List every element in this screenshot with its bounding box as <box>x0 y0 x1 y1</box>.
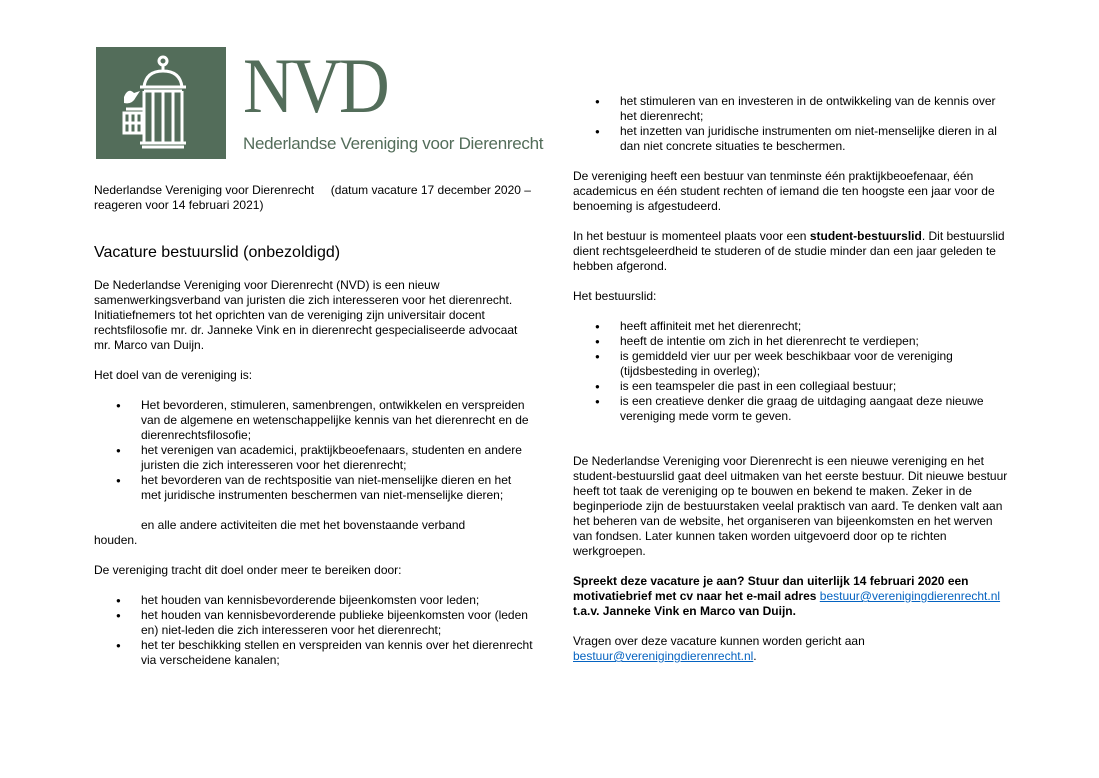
list-item: ● het stimuleren van en investeren in de ontwikkeling van de kennis over het dierenrecht; <box>573 94 1013 124</box>
logo-letters: NVD <box>243 42 387 129</box>
list-item: ● heeft de intentie om zich in het dierenrecht te verdiepen; <box>573 334 1013 349</box>
list-item: ● is een teamspeler die past in een collegiaal bestuur; <box>573 379 1013 394</box>
questions-text: Vragen over deze vacature kunnen worden gericht aan <box>573 634 865 648</box>
list-item: ● is gemiddeld vier uur per week beschikbaar voor de vereniging (tijdsbesteding in overleg); <box>573 349 1013 379</box>
list-item: ● het inzetten van juridische instrumenten om niet-menselijke dieren in al dan niet concrete situaties te beschermen. <box>573 124 1013 154</box>
list-item: ● heeft affiniteit met het dierenrecht; <box>573 319 1013 334</box>
means-list <box>94 593 534 668</box>
goals-tail-end: houden. <box>94 533 138 547</box>
list-item: ● het houden van kennisbevorderende publieke bijeenkomsten voor (leden en) niet-leden die zich interesseren voor het dierenrecht; <box>94 608 534 638</box>
questions-paragraph <box>573 634 1013 664</box>
board-composition-paragraph: De vereniging heeft een bestuur van tenminste één praktijkbeoefenaar, één academicus en één student rechten of iemand die ten hoogste een jaar voor de benoeming is afgestudeerd. <box>573 169 995 213</box>
member-traits-list <box>573 319 1013 424</box>
document-header-line: Nederlandse Vereniging voor Dierenrecht (datum vacature 17 december 2020 – reageren voor 14 februari 2021) <box>94 183 535 212</box>
list-item: ● Het bevorderen, stimuleren, samenbrengen, ontwikkelen en verspreiden van de algemene en wetenschappelijke kennis van het dierenrecht en de dierenrechtsfilosofie; <box>94 398 534 443</box>
list-item: ● het ter beschikking stellen en verspreiden van kennis over het dierenrecht via verscheidene kanalen; <box>94 638 534 668</box>
goal-heading: Het doel van de vereniging is: <box>94 368 253 382</box>
means-heading: De vereniging tracht dit doel onder meer te bereiken door: <box>94 563 402 577</box>
member-heading: Het bestuurslid: <box>573 289 657 303</box>
list-item: ● is een creatieve denker die graag de uitdaging aangaat deze nieuwe vereniging mede vorm te geven. <box>573 394 1013 424</box>
questions-text-end: . <box>753 649 757 663</box>
left-column <box>94 183 534 668</box>
logo-full-name: Nederlandse Vereniging voor Dierenrecht <box>243 134 544 153</box>
new-board-paragraph: De Nederlandse Vereniging voor Dierenrecht is een nieuwe vereniging en het student-bestuurslid gaat deel uitmaken van het eerste bestuur. Dit nieuwe bestuur heeft tot taak de vereniging op te bouwen en bekend te maken. Zeker in de beginperiode zijn de bestuurstaken veelal praktisch van aard. Te denken valt aan het beheren van de website, het organiseren van bijeenkomsten en het werven van fondsen. Later kunnen taken worden uitgevoerd door op te richten werkgroepen. <box>573 454 1008 558</box>
list-item: ● het verenigen van academici, praktijkbeoefenaars, studenten en andere juristen die zich interesseren voor het dierenrecht; <box>94 443 534 473</box>
birdcage-icon <box>96 47 226 159</box>
questions-email-link[interactable]: bestuur@verenigingdierenrecht.nl <box>573 649 754 663</box>
means-list-continued <box>573 94 1013 154</box>
apply-email-link[interactable]: bestuur@verenigingdierenrecht.nl <box>819 589 1001 603</box>
goal-list <box>94 398 534 503</box>
nvd-logo-emblem <box>96 47 226 159</box>
page-title: Vacature bestuurslid (onbezoldigd) <box>94 244 341 261</box>
list-item: ● het bevorderen van de rechtspositie van niet-menselijke dieren en het met juridische instrumenten beschermen van niet-menselijke dieren; <box>94 473 534 503</box>
list-item: ● het houden van kennisbevorderende bijeenkomsten voor leden; <box>94 593 534 608</box>
vacancy-paragraph <box>573 229 1013 274</box>
vacancy-text-start: In het bestuur is momenteel plaats voor een <box>573 229 810 243</box>
goals-tail: en alle andere activiteiten die met het bovenstaande verband <box>141 518 466 532</box>
apply-text-end: t.a.v. Janneke Vink en Marco van Duijn. <box>573 604 796 618</box>
apply-text-start: Spreekt deze vacature je aan? Stuur dan uiterlijk 14 februari 2020 een motivatiebrief met cv naar het e-mail adres <box>573 574 969 603</box>
vacancy-text-end: . Dit bestuurslid dient rechtsgeleerdheid te studeren of de studie minder dan een jaar geleden te hebben afgerond. <box>573 229 1005 273</box>
vacancy-role: student-bestuurslid <box>809 229 922 243</box>
apply-paragraph <box>573 574 1013 619</box>
intro-paragraph: De Nederlandse Vereniging voor Dierenrecht (NVD) is een nieuw samenwerkingsverband van juristen die zich interesseren voor het dierenrecht. Initiatiefnemers tot het oprichten van de vereniging zijn universitair docent rechtsfilosofie mr. dr. Janneke Vink en in dierenrecht gespecialiseerde advocaat mr. Marco van Duijn. <box>94 278 518 352</box>
right-column <box>573 94 1013 664</box>
